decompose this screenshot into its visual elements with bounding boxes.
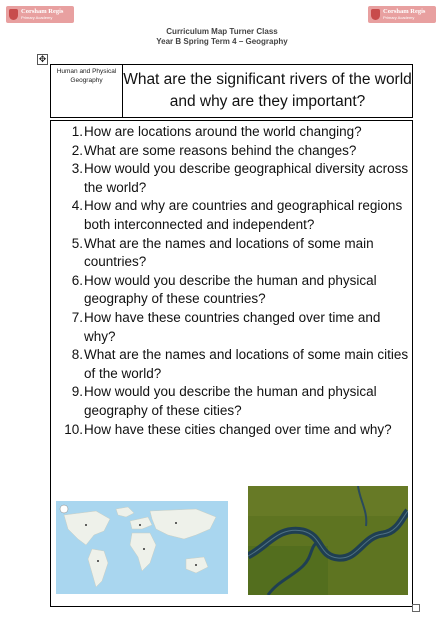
question-text: How would you describe the human and physical geography of these cities? [84,384,377,418]
logo-name: Corsham Regis [383,8,426,16]
question-number: 6. [71,272,83,288]
question-text: How would you describe the human and physical geography of these countries? [84,272,377,307]
key-question: What are the significant rivers of the world and why are they important? [123,71,412,110]
school-logo-left [6,6,74,23]
school-crest-icon [9,9,18,20]
logo-name: Corsham Regis [21,8,64,16]
page-title: Curriculum Map Turner Class [166,27,278,36]
question-text: How and why are countries and geographical regions both interconnected and independent? [84,198,403,232]
question-text: What are the names and locations of some main countries? [84,235,374,270]
question-item [61,383,413,420]
question-item [61,346,413,383]
question-item [61,142,413,161]
school-logo-right [368,6,436,23]
question-number: 5. [71,235,83,251]
question-item [61,272,413,309]
question-item [61,197,413,234]
question-number: 7. [71,309,83,325]
key-question-table [50,64,413,118]
table-resize-handle-icon[interactable] [412,604,420,612]
subject-cell: Human and Physical Geography [51,65,123,117]
question-number: 2. [71,142,83,158]
question-number: 4. [71,198,83,214]
questions-box [50,120,413,607]
question-text: How would you describe geographical diversity across the world? [84,161,409,195]
question-item [61,160,413,197]
page-subtitle: Year B Spring Term 4 – Geography [156,37,288,46]
question-text: What are the names and locations of some main cities of the world? [84,347,409,381]
question-item [61,123,413,142]
river-aerial-photo [248,486,408,595]
logo-subtitle: Primary Academy [383,14,415,20]
logo-subtitle: Primary Academy [21,14,53,20]
question-number: 8. [71,347,83,363]
question-item [61,421,413,440]
question-item [61,235,413,272]
question-text: How have these countries changed over time and why? [84,309,381,344]
question-number: 1. [71,124,83,139]
question-number: 10. [64,421,83,437]
table-move-handle-icon[interactable]: ✥ [38,54,47,64]
question-text: How have these cities changed over time and why? [84,421,392,437]
question-text: What are some reasons behind the changes? [84,142,357,158]
question-item [61,309,413,346]
question-list [61,123,413,439]
question-number: 9. [71,384,83,400]
school-crest-icon [371,9,380,20]
world-map-image [56,501,228,594]
question-text: How are locations around the world changing? [84,124,362,139]
question-number: 3. [71,161,83,177]
